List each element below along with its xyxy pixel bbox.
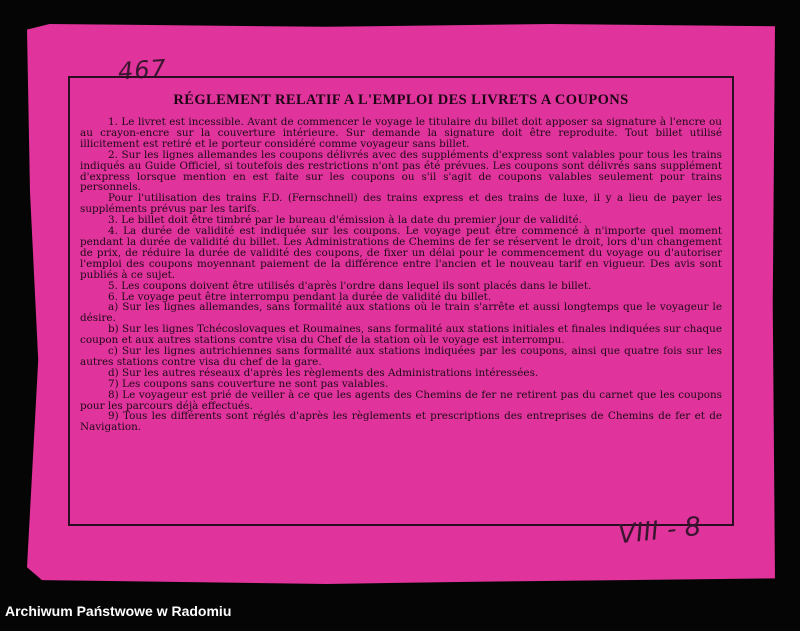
regulations-text xyxy=(80,117,722,433)
rule-paragraph-6: 6. Le voyage peut être interrompu pendant la durée de validité du billet. xyxy=(108,290,492,303)
document-title: RÉGLEMENT RELATIF A L'EMPLOI DES LIVRETS A COUPONS xyxy=(173,92,629,108)
rule-paragraph-7: 7) Les coupons sans couverture ne sont pas valables. xyxy=(108,377,389,390)
rule-paragraph-6d: d) Sur les autres réseaux d'après les règlements des Administrations intéressées. xyxy=(108,366,539,379)
rule-paragraph-6a: a) Sur les lignes allemandes, sans formalité aux stations où le train s'arrête et aussi longtemps que le voyageur le désire. xyxy=(80,301,722,325)
handwritten-catalog-number: 467 xyxy=(117,54,168,86)
archive-caption: Archiwum Państwowe w Radomiu xyxy=(5,603,232,619)
regulations-frame xyxy=(68,76,734,526)
rule-paragraph-8: 8) Le voyageur est prié de veiller à ce que les agents des Chemins de fer ne retirent pas du carnet que les coupons pour les parcours déjà effectués. xyxy=(80,388,722,412)
handwritten-volume-mark: VIII - 8 xyxy=(616,511,703,551)
rule-paragraph-5: 5. Les coupons doivent être utilisés d'après l'ordre dans lequel ils sont placés dans le billet. xyxy=(108,279,592,292)
rule-paragraph-6c: c) Sur les lignes autrichiennes sans formalité aux stations indiquées par les coupons, ainsi que quatre fois sur les autres stations contre visa du chef de la gare. xyxy=(80,345,722,368)
rule-paragraph-1: 1. Le livret est incessible. Avant de commencer le voyage le titulaire du billet doit apposer sa signature à l'encre ou au crayon-encre sur la couverture intérieure. Sur demande la signature doit être reproduite. Tout billet utilisé illicitement est retiré et le porteur considéré comme voyageur sans billet. xyxy=(80,116,722,150)
rule-paragraph-2-note: Pour l'utilisation des trains F.D. (Fernschnell) des trains express et des trains de luxe, il y a lieu de payer les suppléments prévus par les tarifs. xyxy=(80,192,722,216)
rule-paragraph-4: 4. La durée de validité est indiquée sur les coupons. Le voyage peut être commencé à n'importe quel moment pendant la durée de validité du billet. Les Administrations de Chemins de fer se réservent le droit, lors d'un changement de prix, de réduire la durée de validité des coupons, de fixer un délai pour le commencement du voyage ou d'autoriser l'emploi des coupons moyennant paiement de la différence entre l'ancien et le nouveau tarif en vigueur. Des avis sont publiés à ce sujet. xyxy=(80,225,722,281)
rule-paragraph-9: 9) Tous les différents sont réglés d'après les règlements et prescriptions des entreprises de Chemins de fer et de Navigation. xyxy=(80,410,722,434)
rule-paragraph-3: 3. Le billet doit être timbré par le bureau d'émission à la date du premier jour de validité. xyxy=(108,214,582,227)
rule-paragraph-6b: b) Sur les lignes Tchécoslovaques et Roumaines, sans formalité aux stations initiales et finales indiquées sur chaque coupon et aux autres stations contre visa du Chef de la station où le voyage est interrompu. xyxy=(80,323,723,347)
rule-paragraph-2: 2. Sur les lignes allemandes les coupons délivrés avec des suppléments d'express sont valables pour tous les trains indiqués au Guide Officiel, si toutefois des restrictions n'ont pas été prévues. Les coupons sont délivrés sans supplément d'express lorsque mention en est faite sur les coupons ou s'il s'agit de coupons valables seulement pour trains personnels. xyxy=(80,148,722,194)
